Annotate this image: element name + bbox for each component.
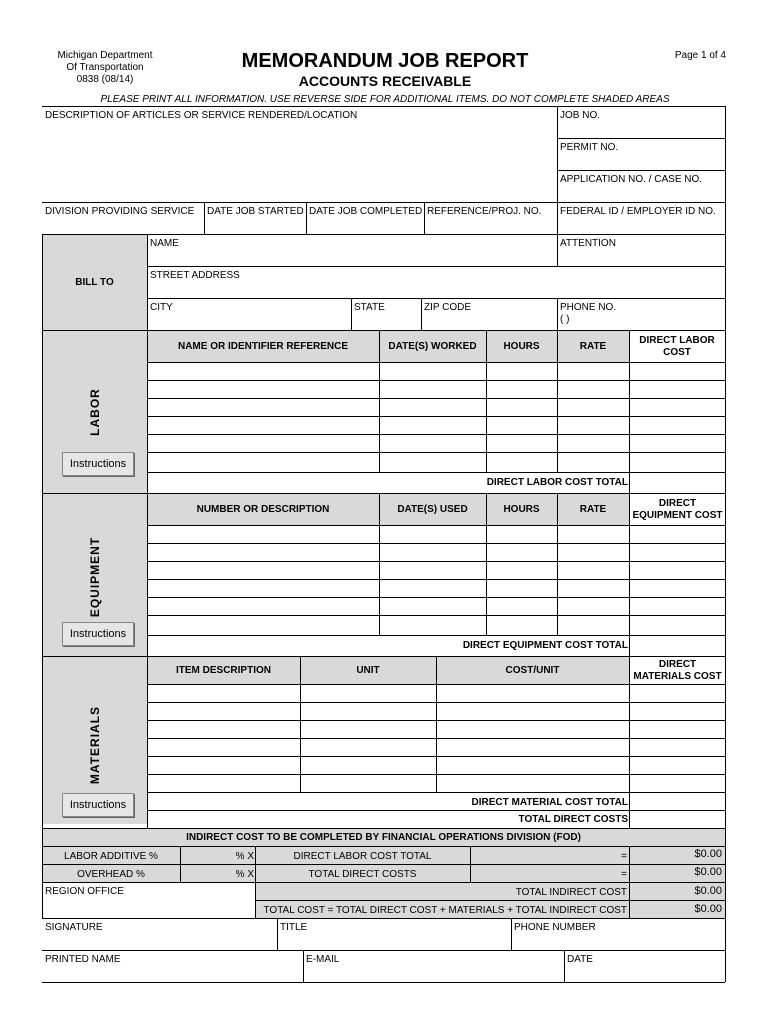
printed-name-label: PRINTED NAME <box>45 954 121 965</box>
title-field[interactable] <box>278 934 510 949</box>
labor-instructions-button[interactable]: Instructions <box>62 452 134 476</box>
signature-field[interactable] <box>43 934 276 949</box>
equipment-instructions-button[interactable]: Instructions <box>62 622 134 646</box>
phone-field[interactable]: ( ) <box>560 314 570 325</box>
email-field[interactable] <box>304 966 563 981</box>
city-label: CITY <box>150 302 173 313</box>
materials-instructions-button[interactable]: Instructions <box>62 793 134 817</box>
zip-field[interactable] <box>422 314 556 329</box>
permit-no-label: PERMIT NO. <box>560 142 619 153</box>
bill-to-label: BILL TO <box>75 277 114 288</box>
city-field[interactable] <box>148 314 350 329</box>
date-field[interactable] <box>565 966 724 981</box>
reference-label: REFERENCE/PROJ. NO. <box>427 206 542 217</box>
email-label: E-MAIL <box>306 954 340 965</box>
labor-additive-label: LABOR ADDITIVE % <box>64 851 158 862</box>
permit-no-field[interactable] <box>558 154 724 169</box>
page-title: MEMORANDUM JOB REPORT <box>241 50 529 72</box>
street-label: STREET ADDRESS <box>150 270 240 281</box>
division-label: DIVISION PROVIDING SERVICE <box>45 206 195 217</box>
direct-labor-total-ref: DIRECT LABOR COST TOTAL <box>293 851 432 862</box>
signature-label: SIGNATURE <box>45 922 103 933</box>
equals-2: = <box>621 869 627 880</box>
date-completed-label: DATE JOB COMPLETED <box>309 206 423 217</box>
materials-col-cost-unit: COST/UNIT <box>505 665 560 676</box>
state-label: STATE <box>354 302 385 313</box>
labor-col-rate: RATE <box>579 341 607 352</box>
description-label: DESCRIPTION OF ARTICLES OR SERVICE RENDERED/LOCATION <box>45 110 358 121</box>
zip-label: ZIP CODE <box>424 302 472 313</box>
total-direct-costs-ref: TOTAL DIRECT COSTS <box>308 869 417 880</box>
street-field[interactable] <box>148 282 724 297</box>
equipment-total-label: DIRECT EQUIPMENT COST TOTAL <box>462 640 628 651</box>
materials-total-label: DIRECT MATERIAL COST TOTAL <box>471 797 628 808</box>
attention-label: ATTENTION <box>560 238 616 249</box>
amount-overhead[interactable]: $0.00 <box>694 866 722 878</box>
total-direct-label: TOTAL DIRECT COSTS <box>518 814 628 825</box>
phone-number-label: PHONE NUMBER <box>514 922 596 933</box>
print-instructions: PLEASE PRINT ALL INFORMATION. USE REVERSE SIDE FOR ADDITIONAL ITEMS. DO NOT COMPLETE SHADED AREAS <box>100 94 670 105</box>
date-label: DATE <box>567 954 593 965</box>
state-field[interactable] <box>352 314 420 329</box>
equipment-col-number: NUMBER OR DESCRIPTION <box>196 504 330 515</box>
materials-col-item: ITEM DESCRIPTION <box>175 665 271 676</box>
materials-col-cost: DIRECT MATERIALS COST <box>633 659 722 682</box>
equipment-col-hours: HOURS <box>503 504 540 515</box>
labor-col-name: NAME OR IDENTIFIER REFERENCE <box>177 341 348 352</box>
indirect-heading: INDIRECT COST TO BE COMPLETED BY FINANCIAL OPERATIONS DIVISION (FOD) <box>186 832 581 843</box>
dept-sub: Of Transportation <box>66 62 144 73</box>
name-label: NAME <box>150 238 179 249</box>
dept-name: Michigan Department <box>57 50 153 61</box>
date-started-label: DATE JOB STARTED <box>207 206 304 217</box>
equipment-col-dates: DATE(S) USED <box>397 504 468 515</box>
total-cost-label: TOTAL COST = TOTAL DIRECT COST + MATERIALS + TOTAL INDIRECT COST <box>263 905 627 916</box>
labor-col-hours: HOURS <box>503 341 540 352</box>
labor-col-dates: DATE(S) WORKED <box>388 341 477 352</box>
equals-1: = <box>621 851 627 862</box>
equipment-col-cost: DIRECT EQUIPMENT COST <box>632 498 723 521</box>
job-no-label: JOB NO. <box>560 110 601 121</box>
name-field[interactable] <box>148 250 556 265</box>
job-no-field[interactable] <box>558 122 724 137</box>
labor-total-label: DIRECT LABOR COST TOTAL <box>486 477 628 488</box>
form-number: 0838 (08/14) <box>76 74 134 85</box>
labor-col-cost: DIRECT LABOR COST <box>639 335 715 358</box>
materials-col-unit: UNIT <box>356 665 380 676</box>
total-indirect-label: TOTAL INDIRECT COST <box>515 887 627 898</box>
page-number: Page 1 of 4 <box>674 50 726 61</box>
overhead-label: OVERHEAD % <box>77 869 145 880</box>
amount-labor-additive[interactable]: $0.00 <box>694 848 722 860</box>
application-no-label: APPLICATION NO. / CASE NO. <box>560 174 703 185</box>
region-office-label: REGION OFFICE <box>45 886 124 897</box>
title-label: TITLE <box>280 922 308 933</box>
labor-section-label: LABOR <box>88 388 102 436</box>
overhead-pct: % X <box>235 869 254 880</box>
amount-total-cost[interactable]: $0.00 <box>694 903 722 915</box>
phone-number-field[interactable] <box>512 934 724 949</box>
equipment-col-rate: RATE <box>579 504 607 515</box>
equipment-section-label: EQUIPMENT <box>88 536 102 618</box>
printed-name-field[interactable] <box>43 966 302 981</box>
application-no-field[interactable] <box>558 186 724 201</box>
materials-section-label: MATERIALS <box>88 705 102 785</box>
amount-total-indirect[interactable]: $0.00 <box>694 885 722 897</box>
labor-additive-pct: % X <box>235 851 254 862</box>
federal-id-label: FEDERAL ID / EMPLOYER ID NO. <box>560 206 716 217</box>
attention-field[interactable] <box>558 250 724 265</box>
description-field[interactable] <box>43 124 555 200</box>
phone-label: PHONE NO. <box>560 302 617 313</box>
page-subtitle: ACCOUNTS RECEIVABLE <box>298 73 472 89</box>
